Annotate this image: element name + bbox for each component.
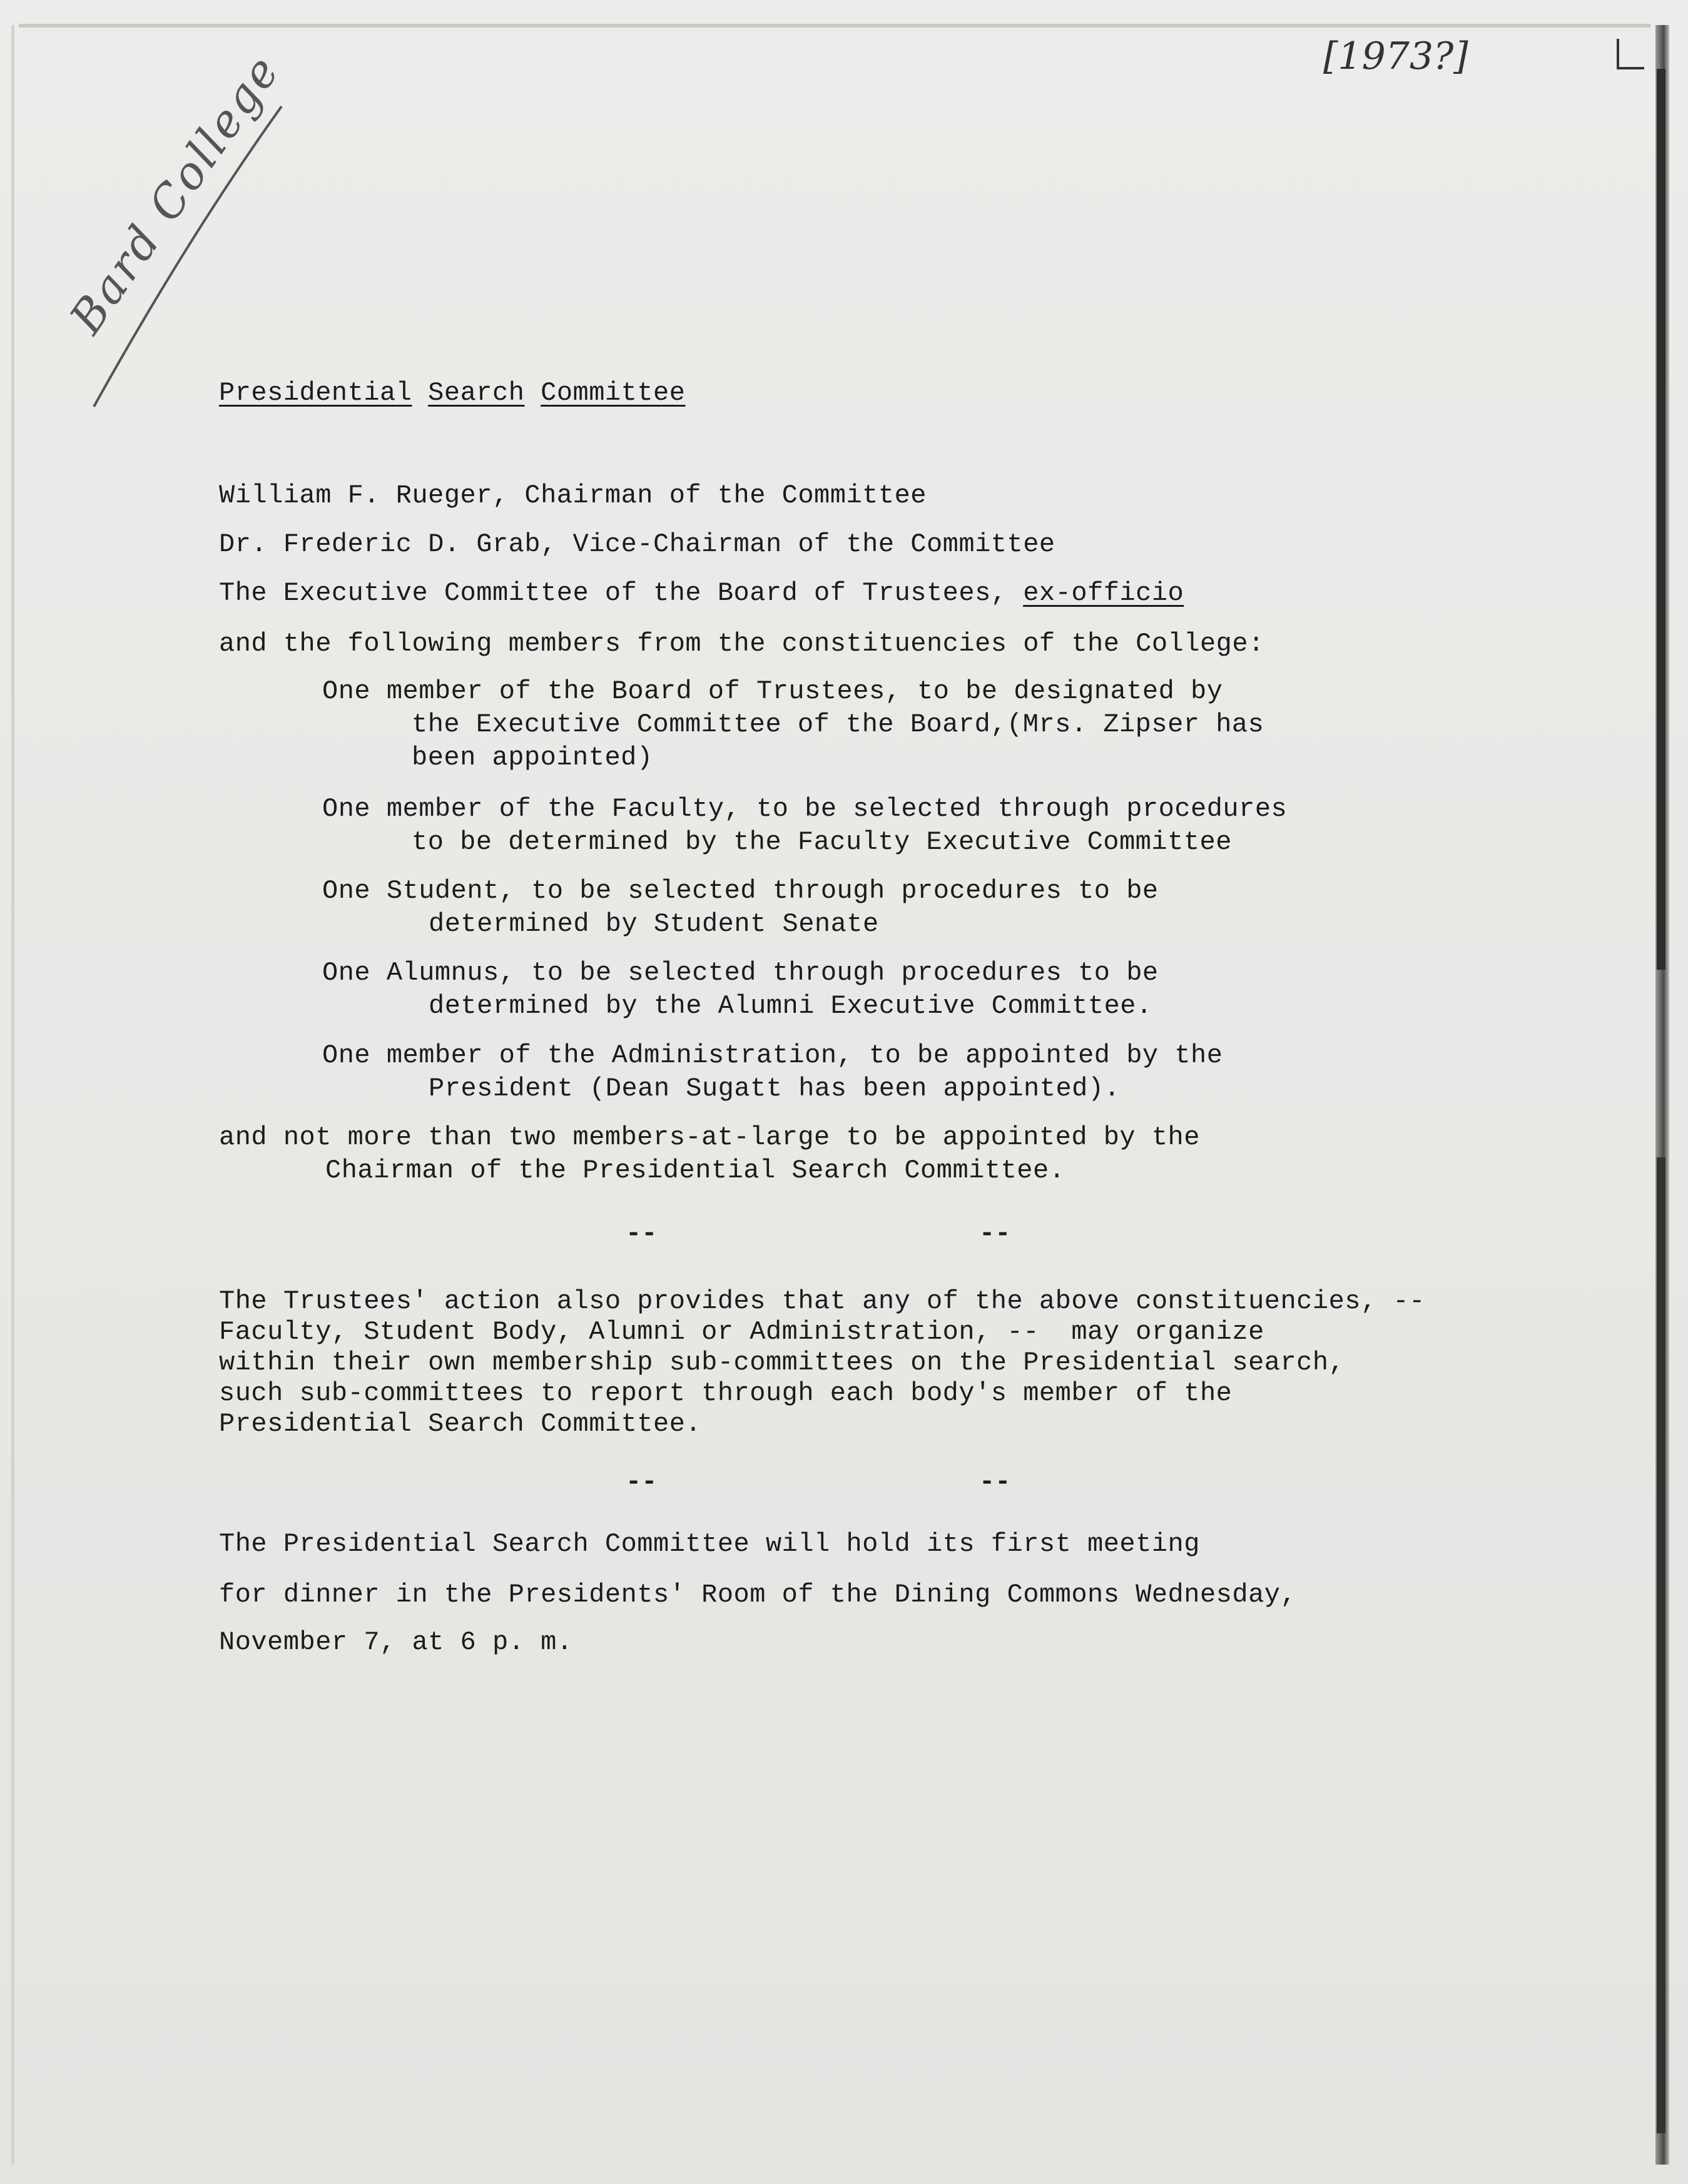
title-word-1: Presidential [219,378,412,408]
separator-dashes: -- [626,1219,658,1249]
constituency-faculty-line1: One member of the Faculty, to be selected through procedures [322,794,1288,824]
trustees-action-line2: Faculty, Student Body, Alumni or Administration, -- may organize [219,1317,1264,1347]
separator-dashes: -- [626,1467,658,1497]
vice-chairman-line: Dr. Frederic D. Grab, Vice-Chairman of the Committee [219,529,1055,559]
constituency-administration-line2: President (Dean Sugatt has been appointed). [429,1074,1121,1104]
constituency-faculty-line2: to be determined by the Faculty Executive Committee [412,827,1232,857]
constituency-student-line2: determined by Student Senate [429,909,879,939]
title-word-2: Search [428,378,525,408]
chairman-line: William F. Rueger, Chairman of the Committee [219,480,927,510]
constituency-trustees-line2: the Executive Committee of the Board,(Mrs. Zipser has [412,709,1264,739]
binding-shadow-upper [1657,69,1665,970]
trustees-action-line5: Presidential Search Committee. [219,1409,702,1439]
corner-mark [1617,39,1644,69]
separator-dashes: -- [979,1219,1011,1249]
trustees-action-line3: within their own membership sub-committees on the Presidential search, [219,1348,1345,1378]
at-large-line1: and not more than two members-at-large to be appointed by the [219,1122,1200,1152]
constituency-trustees-line3: been appointed) [412,743,653,773]
constituency-alumnus-line1: One Alumnus, to be selected through procedures to be [322,958,1159,988]
handwritten-note: Bard College [59,44,290,343]
constituency-administration-line1: One member of the Administration, to be appointed by the [322,1040,1223,1070]
binding-shadow-lower [1657,1157,1665,2133]
separator-dashes: -- [979,1467,1011,1497]
meeting-line3: November 7, at 6 p. m. [219,1627,573,1657]
constituency-alumnus-line2: determined by the Alumni Executive Committee. [429,991,1152,1021]
page-title [219,377,685,409]
executive-committee-text: The Executive Committee of the Board of Trustees, [219,578,1024,608]
executive-committee-line [219,577,1184,609]
at-large-line2: Chairman of the Presidential Search Committee. [325,1155,1065,1186]
title-word-3: Committee [541,378,686,408]
following-members-line: and the following members from the constituencies of the College: [219,629,1264,659]
meeting-line1: The Presidential Search Committee will hold its first meeting [219,1529,1200,1559]
date-annotation: [1973?] [1323,34,1468,78]
meeting-line2: for dinner in the Presidents' Room of the Dining Commons Wednesday, [219,1580,1297,1610]
trustees-action-line1: The Trustees' action also provides that any of the above constituencies, -- [219,1286,1425,1316]
constituency-student-line1: One Student, to be selected through procedures to be [322,876,1159,906]
constituency-trustees-line1: One member of the Board of Trustees, to be designated by [322,676,1223,706]
trustees-action-line4: such sub-committees to report through each body's member of the [219,1378,1233,1408]
ex-officio-text: ex-officio [1023,578,1184,608]
